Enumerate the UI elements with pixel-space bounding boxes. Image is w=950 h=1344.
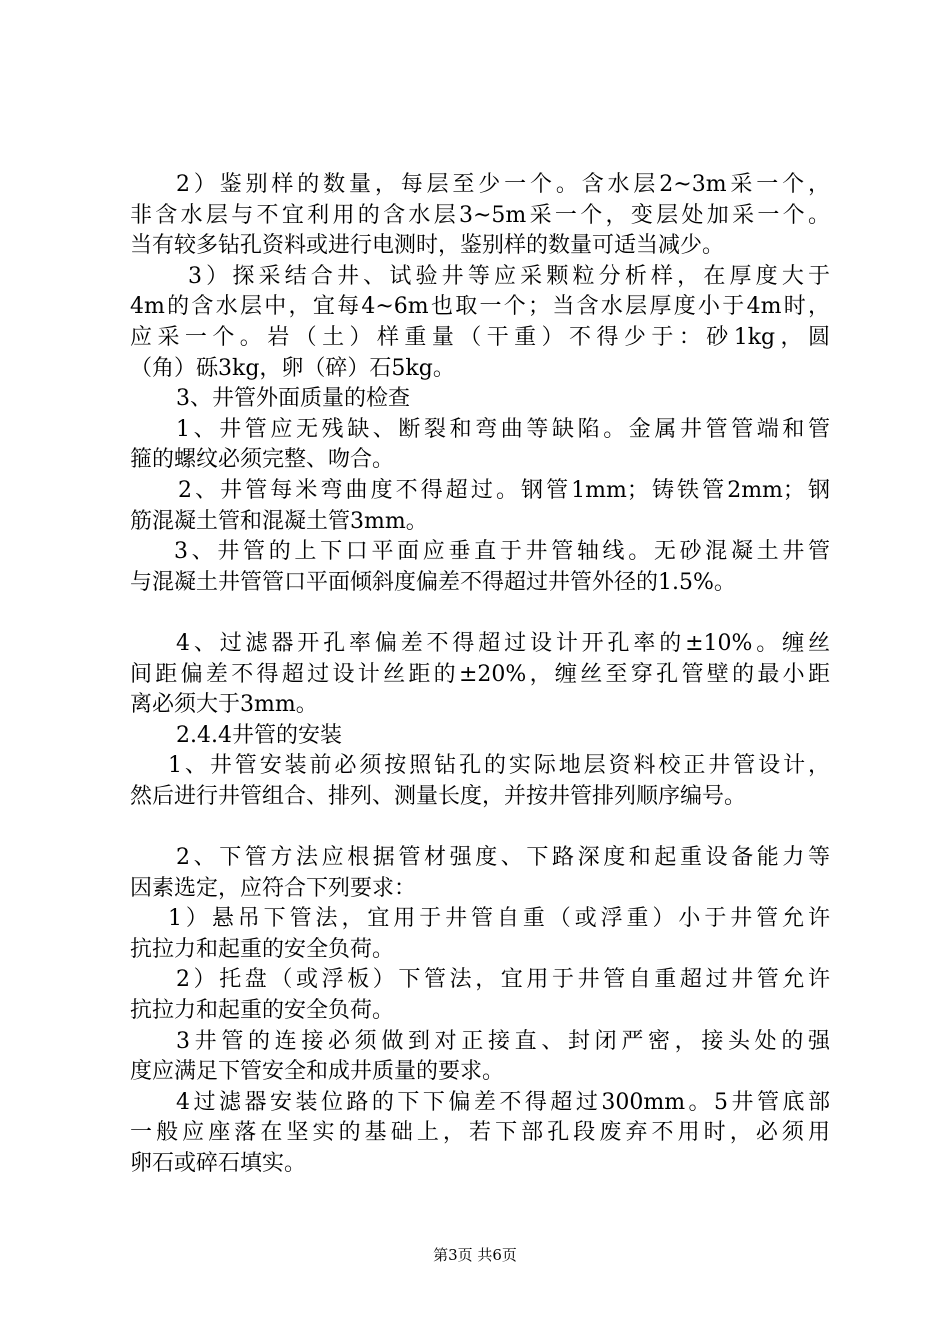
paragraph-line: 1、井管安装前必须按照钻孔的实际地层资料校正井管设计， [168, 753, 830, 779]
paragraph-line: 2、下管方法应根据管材强度、下路深度和起重设备能力等 [176, 845, 830, 871]
paragraph-line: （角）砾3kg，卵（碎）石5kg。 [130, 355, 455, 381]
paragraph-line: 非含水层与不宜利用的含水层3~5m采一个，变层处加采一个。 [130, 202, 830, 228]
page-number-footer: 第3页 共6页 [433, 1246, 517, 1264]
paragraph-line: 应采一个。岩（土）样重量（干重）不得少于：砂1kg，圆 [130, 324, 830, 350]
paragraph-line: 3）探采结合井、试验井等应采颗粒分析样，在厚度大于 [188, 263, 830, 289]
paragraph-line: 筋混凝土管和混凝土管3mm。 [130, 508, 428, 534]
paragraph-line: 卵石或碎石填实。 [130, 1151, 307, 1176]
paragraph-line: 离必须大于3mm。 [130, 692, 318, 718]
paragraph-line: 与混凝土井管管口平面倾斜度偏差不得超过井管外径的1.5%。 [130, 569, 736, 595]
paragraph-line: 3井管的连接必须做到对正接直、封闭严密，接头处的强 [176, 1028, 830, 1054]
paragraph-line: 间距偏差不得超过设计丝距的±20%，缠丝至穿孔管壁的最小距 [130, 661, 830, 687]
paragraph-line: 抗拉力和起重的安全负荷。 [130, 998, 395, 1024]
paragraph-line: 度应满足下管安全和成井质量的要求。 [130, 1059, 505, 1085]
paragraph-line: 一般应座落在坚实的基础上，若下部孔段废弃不用时，必须用 [130, 1120, 830, 1146]
paragraph-line: 4、过滤器开孔率偏差不得超过设计开孔率的±10%。缠丝 [176, 630, 830, 656]
paragraph-line: 2）鉴别样的数量，每层至少一个。含水层2~3m采一个， [176, 172, 830, 197]
paragraph-line: 抗拉力和起重的安全负荷。 [130, 936, 395, 962]
paragraph-line: 2、井管每米弯曲度不得超过。钢管1mm；铸铁管2mm；钢 [178, 477, 830, 503]
paragraph-gap [130, 812, 830, 843]
section-heading: 2.4.4井管的安装 [176, 722, 342, 748]
paragraph-line: 1、井管应无残缺、断裂和弯曲等缺陷。金属井管管端和管 [176, 416, 830, 442]
paragraph-line: 当有较多钻孔资料或进行电测时，鉴别样的数量可适当减少。 [130, 233, 725, 259]
paragraph-line: 2）托盘（或浮板）下管法，宜用于井管自重超过井管允许 [176, 967, 830, 993]
paragraph-line: 3、井管的上下口平面应垂直于井管轴线。无砂混凝土井管 [174, 539, 830, 565]
paragraph-line: 然后进行井管组合、排列、测量长度，并按井管排列顺序编号。 [130, 783, 747, 809]
paragraph-line: 4过滤器安装位路的下下偏差不得超过300mm。5井管底部 [176, 1089, 830, 1115]
paragraph-line: 箍的螺纹必须完整、吻合。 [130, 447, 395, 473]
paragraph-gap [130, 598, 830, 629]
paragraph-line: 因素选定，应符合下列要求： [130, 875, 417, 901]
document-body [130, 170, 830, 1180]
paragraph-line: 4m的含水层中，宜每4~6m也取一个；当含水层厚度小于4m时， [130, 294, 830, 320]
section-heading: 3、井管外面质量的检查 [176, 386, 410, 412]
paragraph-line: 1）悬吊下管法，宜用于井管自重（或浮重）小于井管允许 [168, 906, 830, 932]
